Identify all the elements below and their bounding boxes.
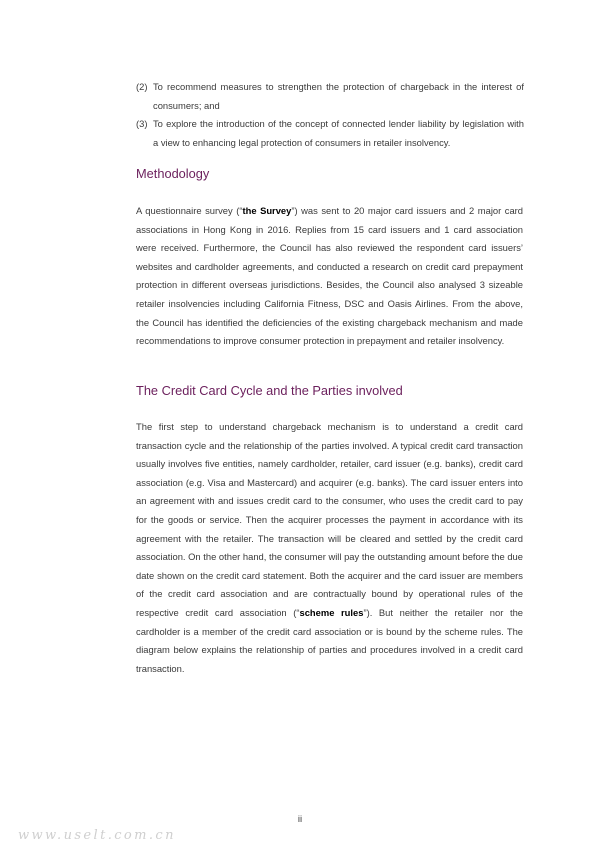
list-item-text: To recommend measures to strengthen the protection of chargeback in the interest of consumers; and [153, 81, 524, 111]
list-item-number: (2) [136, 81, 148, 92]
list-item [136, 115, 524, 152]
list-item-text: To explore the introduction of the concept of connected lender liability by legislation with a view to enhancing legal protection of consumers in retailer insolvency. [153, 118, 524, 148]
cycle-text-end: ”). But neither the retailer nor the cardholder is a member of the credit card association or is bound by the scheme rules. The diagram below explains the relationship of parties and procedures involved in a credit card transaction. [136, 606, 523, 674]
list-item-number: (3) [136, 118, 148, 130]
page-number: ii [297, 814, 303, 825]
defined-term-scheme-rules: scheme rules [299, 606, 364, 618]
objectives-list [136, 78, 524, 152]
list-item [136, 78, 524, 115]
defined-term-survey: the Survey [242, 205, 292, 216]
methodology-heading: Methodology [136, 166, 210, 181]
watermark: www.uselt.com.cn [18, 828, 176, 843]
methodology-text-end: ”) was sent to 20 major card issuers and 2 major card associations in Hong Kong in 2016. Replies from 15 card issuers and 1 card association were received. Furthermore, the Council has also reviewed the respondent card issuers’ websites and cardholder agreements, and conducted a research on credit card prepayment protection in different overseas jurisdictions. Besides, the Council also analysed 3 sizeable retailer insolvencies including California Fitness, DSC and Oasis Airlines. From the above, the Council has identified the deficiencies of the existing chargeback mechanism and made recommendations to improve consumer protection in prepayment and retailer insolvency. [136, 205, 524, 347]
methodology-text-start: A questionnaire survey (“ [136, 205, 243, 216]
credit-card-cycle-heading: The Credit Card Cycle and the Parties involved [136, 383, 403, 398]
cycle-text-start: The first step to understand chargeback mechanism is to understand a credit card transaction cycle and the relationship of the parties involved. A typical credit card transaction usually involves five entities, namely cardholder, retailer, card issuer (e.g. banks), credit card association (e.g. Visa and Mastercard) and acquirer (e.g. banks). The card issuer enters into an agreement with and issues credit card to the consumer, who uses the credit card to pay for the goods or service. Then the acquirer processes the payment in accordance with its agreement with the retailer. The transaction will be cleared and settled by the credit card association. On the other hand, the consumer will pay the outstanding amount before the due date shown on the credit card statement. Both the acquirer and the card issuer are members of the credit card association and are contractually bound by operational rules of the respective credit card association (“ [136, 421, 523, 618]
methodology-paragraph [136, 202, 523, 351]
credit-card-cycle-paragraph [136, 418, 523, 678]
